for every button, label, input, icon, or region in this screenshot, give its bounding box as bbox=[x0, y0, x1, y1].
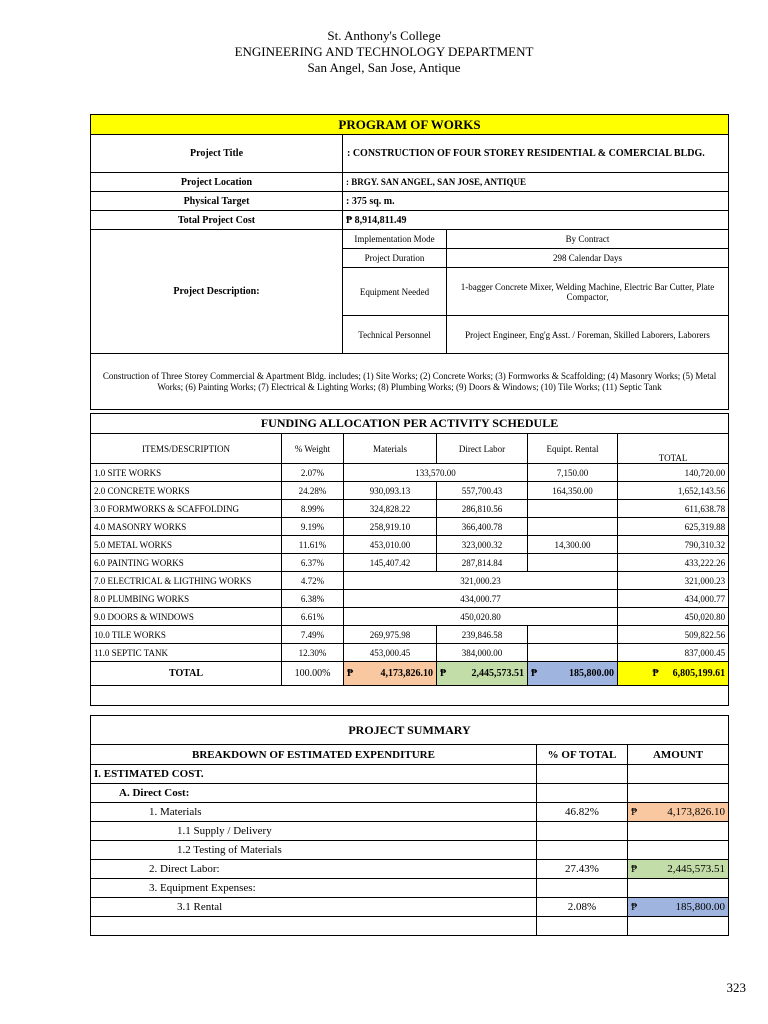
rental-amount: ₱ 185,800.00 bbox=[628, 898, 729, 917]
row-materials: 269,975.98 bbox=[344, 626, 437, 644]
col-materials: Materials bbox=[344, 434, 437, 464]
row-labor: 286,810.56 bbox=[437, 500, 528, 518]
col-weight: % Weight bbox=[282, 434, 344, 464]
equipment-value: 1-bagger Concrete Mixer, Welding Machine, Electric Bar Cutter, Plate Compactor, bbox=[447, 268, 729, 316]
row-weight: 11.61% bbox=[282, 536, 344, 554]
row-materials: 145,407.42 bbox=[344, 554, 437, 572]
row-labor: 287,814.84 bbox=[437, 554, 528, 572]
project-summary-table bbox=[90, 715, 729, 936]
row-item: 9.0 DOORS & WINDOWS bbox=[91, 608, 282, 626]
row-materials: 258,919.10 bbox=[344, 518, 437, 536]
table-row bbox=[91, 536, 729, 554]
table-row bbox=[91, 518, 729, 536]
row-total: 140,720.00 bbox=[618, 464, 729, 482]
row-item: 4.0 MASONRY WORKS bbox=[91, 518, 282, 536]
row-combined: 133,570.00 bbox=[344, 464, 528, 482]
row-rental bbox=[528, 554, 618, 572]
labor-label: 2. Direct Labor: bbox=[91, 860, 537, 879]
physical-target-label: Physical Target bbox=[91, 192, 343, 211]
row-total: 790,310.32 bbox=[618, 536, 729, 554]
row-materials: 324,828.22 bbox=[344, 500, 437, 518]
total-labor: ₱ 2,445,573.51 bbox=[437, 662, 528, 686]
project-location-label: Project Location bbox=[91, 173, 343, 192]
rental-percent: 2.08% bbox=[537, 898, 628, 917]
table-row bbox=[91, 572, 729, 590]
row-labor: 384,000.00 bbox=[437, 644, 528, 662]
row-total: 321,000.23 bbox=[618, 572, 729, 590]
table-row bbox=[91, 464, 729, 482]
duration-label: Project Duration bbox=[343, 249, 447, 268]
personnel-value: Project Engineer, Eng'g Asst. / Foreman, Skilled Laborers, Laborers bbox=[447, 316, 729, 354]
school-address: San Angel, San Jose, Antique bbox=[307, 60, 461, 75]
col-labor: Direct Labor bbox=[437, 434, 528, 464]
row-rental: 7,150.00 bbox=[528, 464, 618, 482]
row-materials: 453,010.00 bbox=[344, 536, 437, 554]
row-weight: 9.19% bbox=[282, 518, 344, 536]
row-item: 8.0 PLUMBING WORKS bbox=[91, 590, 282, 608]
row-rental bbox=[528, 518, 618, 536]
col-breakdown: BREAKDOWN OF ESTIMATED EXPENDITURE bbox=[91, 745, 537, 765]
list-item bbox=[91, 803, 729, 822]
program-title: PROGRAM OF WORKS bbox=[91, 115, 729, 135]
total-materials: ₱ 4,173,826.10 bbox=[344, 662, 437, 686]
total-cost-label: Total Project Cost bbox=[91, 211, 343, 230]
row-weight: 24.28% bbox=[282, 482, 344, 500]
table-row bbox=[91, 608, 729, 626]
list-item bbox=[91, 898, 729, 917]
row-total: 837,000.45 bbox=[618, 644, 729, 662]
row-item: 2.0 CONCRETE WORKS bbox=[91, 482, 282, 500]
spacer-row bbox=[91, 686, 729, 706]
row-total: 1,652,143.56 bbox=[618, 482, 729, 500]
row-labor: 323,000.32 bbox=[437, 536, 528, 554]
estimated-cost-heading: I. ESTIMATED COST. bbox=[91, 765, 537, 784]
department-name: ENGINEERING AND TECHNOLOGY DEPARTMENT bbox=[234, 44, 534, 59]
table-row bbox=[91, 500, 729, 518]
impl-mode-value: By Contract bbox=[447, 230, 729, 249]
row-weight: 12.30% bbox=[282, 644, 344, 662]
row-weight: 7.49% bbox=[282, 626, 344, 644]
project-title-value: : CONSTRUCTION OF FOUR STOREY RESIDENTIAL & COMERCIAL BLDG. bbox=[343, 135, 729, 173]
col-amount: AMOUNT bbox=[628, 745, 729, 765]
total-label: TOTAL bbox=[91, 662, 282, 686]
program-of-works-table bbox=[90, 114, 729, 410]
row-weight: 6.38% bbox=[282, 590, 344, 608]
materials-amount: ₱ 4,173,826.10 bbox=[628, 803, 729, 822]
row-total: 434,000.77 bbox=[618, 590, 729, 608]
school-name: St. Anthony's College bbox=[327, 28, 441, 43]
page-number: 323 bbox=[726, 980, 746, 995]
row-item: 3.0 FORMWORKS & SCAFFOLDING bbox=[91, 500, 282, 518]
row-rental bbox=[528, 626, 618, 644]
duration-value: 298 Calendar Days bbox=[447, 249, 729, 268]
row-materials: 930,093.13 bbox=[344, 482, 437, 500]
row-item: 6.0 PAINTING WORKS bbox=[91, 554, 282, 572]
row-labor: 366,400.78 bbox=[437, 518, 528, 536]
document-header bbox=[0, 28, 768, 76]
row-weight: 6.61% bbox=[282, 608, 344, 626]
equipment-expenses-label: 3. Equipment Expenses: bbox=[91, 879, 537, 898]
row-weight: 4.72% bbox=[282, 572, 344, 590]
row-labor: 557,700.43 bbox=[437, 482, 528, 500]
direct-cost-heading: A. Direct Cost: bbox=[91, 784, 537, 803]
materials-percent: 46.82% bbox=[537, 803, 628, 822]
row-rental: 14,300.00 bbox=[528, 536, 618, 554]
supply-label: 1.1 Supply / Delivery bbox=[91, 822, 537, 841]
table-row bbox=[91, 590, 729, 608]
scope-of-works: Construction of Three Storey Commercial & Apartment Bldg. includes; (1) Site Works; (2) Concrete Works; (3) Formworks & Scaffolding; (4) Masonry Works; (5) Metal Works; (6) Painting Works; (7) Electrical & Lighting Works; (8) Plumbing Works; (9) Doors & Windows; (10) Tile Works; (11) Septic Tank bbox=[91, 354, 729, 410]
col-items: ITEMS/DESCRIPTION bbox=[91, 434, 282, 464]
table-row bbox=[91, 644, 729, 662]
col-percent: % OF TOTAL bbox=[537, 745, 628, 765]
rental-label: 3.1 Rental bbox=[91, 898, 537, 917]
physical-target-value: : 375 sq. m. bbox=[343, 192, 729, 211]
row-item: 10.0 TILE WORKS bbox=[91, 626, 282, 644]
total-weight: 100.00% bbox=[282, 662, 344, 686]
row-item: 1.0 SITE WORKS bbox=[91, 464, 282, 482]
labor-amount: ₱ 2,445,573.51 bbox=[628, 860, 729, 879]
summary-title: PROJECT SUMMARY bbox=[91, 716, 729, 745]
row-rental bbox=[528, 644, 618, 662]
row-combined: 450,020.80 bbox=[344, 608, 618, 626]
row-rental bbox=[528, 500, 618, 518]
total-cost-value: ₱ 8,914,811.49 bbox=[343, 211, 729, 230]
table-row bbox=[91, 482, 729, 500]
row-materials: 453,000.45 bbox=[344, 644, 437, 662]
labor-percent: 27.43% bbox=[537, 860, 628, 879]
project-title-label: Project Title bbox=[91, 135, 343, 173]
row-total: 625,319.88 bbox=[618, 518, 729, 536]
description-label: Project Description: bbox=[91, 230, 343, 354]
materials-label: 1. Materials bbox=[91, 803, 537, 822]
row-item: 5.0 METAL WORKS bbox=[91, 536, 282, 554]
row-weight: 6.37% bbox=[282, 554, 344, 572]
funding-allocation-table bbox=[90, 413, 729, 706]
list-item bbox=[91, 860, 729, 879]
total-grand: ₱ 6,805,199.61 bbox=[618, 662, 729, 686]
row-item: 11.0 SEPTIC TANK bbox=[91, 644, 282, 662]
funding-title: FUNDING ALLOCATION PER ACTIVITY SCHEDULE bbox=[91, 414, 729, 434]
equipment-label: Equipment Needed bbox=[343, 268, 447, 316]
funding-total-row bbox=[91, 662, 729, 686]
row-rental: 164,350.00 bbox=[528, 482, 618, 500]
row-weight: 2.07% bbox=[282, 464, 344, 482]
row-total: 611,638.78 bbox=[618, 500, 729, 518]
row-total: 433,222.26 bbox=[618, 554, 729, 572]
row-labor: 239,846.58 bbox=[437, 626, 528, 644]
row-item: 7.0 ELECTRICAL & LIGTHING WORKS bbox=[91, 572, 282, 590]
row-weight: 8.99% bbox=[282, 500, 344, 518]
project-location-value: : BRGY. SAN ANGEL, SAN JOSE, ANTIQUE bbox=[343, 173, 729, 192]
table-row bbox=[91, 626, 729, 644]
table-row bbox=[91, 554, 729, 572]
row-total: 450,020.80 bbox=[618, 608, 729, 626]
total-rental: ₱ 185,800.00 bbox=[528, 662, 618, 686]
row-total: 509,822.56 bbox=[618, 626, 729, 644]
row-combined: 434,000.77 bbox=[344, 590, 618, 608]
col-total: TOTAL bbox=[618, 434, 729, 464]
col-rental: Equipt. Rental bbox=[528, 434, 618, 464]
personnel-label: Technical Personnel bbox=[343, 316, 447, 354]
testing-label: 1.2 Testing of Materials bbox=[91, 841, 537, 860]
impl-mode-label: Implementation Mode bbox=[343, 230, 447, 249]
row-combined: 321,000.23 bbox=[344, 572, 618, 590]
